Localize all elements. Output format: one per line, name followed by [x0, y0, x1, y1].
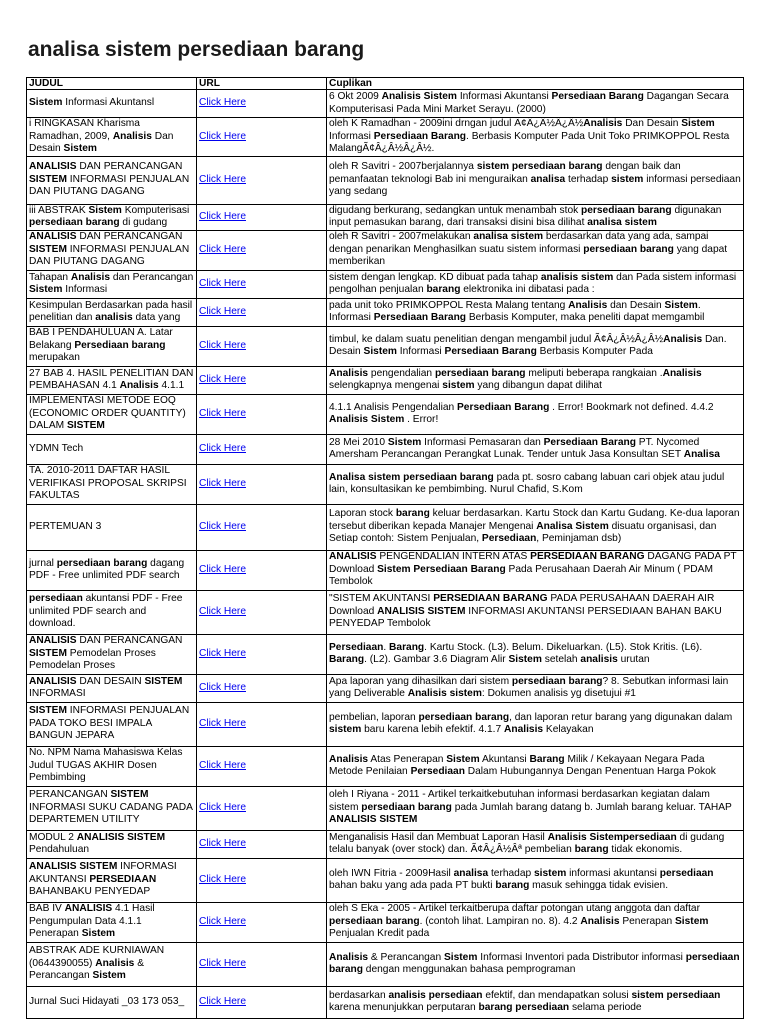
cuplikan-cell: oleh R Savitri - 2007melakukan analisa sistem berdasarkan data yang ada, sampai dengan penarikan Menghasilkan suatu sistem informasi persediaan barang yang dapat memberikan [327, 230, 744, 270]
judul-cell: ANALISIS DAN PERANCANGAN SISTEM INFORMASI PENJUALAN DAN PIUTANG DAGANG [27, 230, 197, 270]
judul-cell: ANALISIS DAN PERANCANGAN SISTEM Pemodelan Proses Pemodelan Proses [27, 634, 197, 674]
column-header-url: URL [197, 78, 327, 90]
url-cell [197, 204, 327, 230]
table-row [27, 902, 744, 942]
judul-cell: Tahapan Analisis dan Perancangan Sistem Informasi [27, 270, 197, 298]
url-cell [197, 746, 327, 786]
url-cell [197, 464, 327, 504]
cuplikan-cell: Analisis pengendalian persediaan barang meliputi beberapa rangkaian .Analisis selengkapnya mengenai sistem yang dibangun dapat dilihat [327, 366, 744, 394]
click-here-link[interactable]: Click Here [199, 210, 246, 222]
url-cell [197, 118, 327, 157]
click-here-link[interactable]: Click Here [199, 717, 246, 729]
cuplikan-cell: oleh S Eka - 2005 - Artikel terkaitberupa daftar potongan utang anggota dan daftar persediaan barang. (contoh lihat. Lampiran no. 8). 4.2 Analisis Penerapan Sistem Penjualan Kredit pada [327, 902, 744, 942]
click-here-link[interactable]: Click Here [199, 173, 246, 185]
click-here-link[interactable]: Click Here [199, 520, 246, 532]
judul-cell: PERTEMUAN 3 [27, 504, 197, 550]
click-here-link[interactable]: Click Here [199, 681, 246, 693]
page-title: analisa sistem persediaan barang [28, 38, 365, 61]
cuplikan-cell: pada unit toko PRIMKOPPOL Resta Malang tentang Analisis dan Desain Sistem. Informasi Persediaan Barang Berbasis Komputer, maka peneliti dapat memgambil [327, 298, 744, 326]
url-cell [197, 90, 327, 118]
url-cell [197, 326, 327, 366]
url-cell [197, 366, 327, 394]
click-here-link[interactable]: Click Here [199, 837, 246, 849]
click-here-link[interactable]: Click Here [199, 995, 246, 1007]
table-row [27, 326, 744, 366]
cuplikan-cell: 28 Mei 2010 Sistem Informasi Pemasaran dan Persediaan Barang PT. Nycomed Amersham Perancangan Perangkat Lunak. Tender untuk Jasa Konsultan SET Analisa [327, 434, 744, 464]
click-here-link[interactable]: Click Here [199, 957, 246, 969]
table-row [27, 674, 744, 702]
url-cell [197, 298, 327, 326]
click-here-link[interactable]: Click Here [199, 915, 246, 927]
table-row [27, 394, 744, 434]
click-here-link[interactable]: Click Here [199, 339, 246, 351]
url-cell [197, 634, 327, 674]
click-here-link[interactable]: Click Here [199, 647, 246, 659]
url-cell [197, 858, 327, 902]
click-here-link[interactable]: Click Here [199, 759, 246, 771]
cuplikan-cell: Laporan stock barang keluar berdasarkan. Kartu Stock dan Kartu Gudang. Ke-dua laporan tersebut diberikan kepada Manajer Mengenai Analisa Sistem disuatu organisasi, dan Setiap contoh: Sistem Penjualan, Persediaan, Peminjaman dsb) [327, 504, 744, 550]
table-row [27, 590, 744, 634]
judul-cell: jurnal persediaan barang dagang PDF - Free unlimited PDF search [27, 550, 197, 590]
cuplikan-cell: "SISTEM AKUNTANSI PERSEDIAAN BARANG PADA PERUSAHAAN DAERAH AIR Download ANALISIS SISTEM INFORMASI AKUNTANSI PERSEDIAAN BAHAN BAKU PENYEDAP Tembolok [327, 590, 744, 634]
judul-cell: SISTEM INFORMASI PENJUALAN PADA TOKO BESI IMPALA BANGUN JEPARA [27, 702, 197, 746]
url-cell [197, 550, 327, 590]
judul-cell: No. NPM Nama Mahasiswa Kelas Judul TUGAS AKHIR Dosen Pembimbing [27, 746, 197, 786]
cuplikan-cell: Persediaan. Barang. Kartu Stock. (L3). Belum. Dikeluarkan. (L5). Stok Kritis. (L6). Barang. (L2). Gambar 3.6 Diagram Alir Sistem setelah analisis urutan [327, 634, 744, 674]
judul-cell: ANALISIS DAN PERANCANGAN SISTEM INFORMASI PENJUALAN DAN PIUTANG DAGANG [27, 156, 197, 204]
url-cell [197, 674, 327, 702]
judul-cell: ANALISIS SISTEM INFORMASI AKUNTANSI PERSEDIAAN BAHANBAKU PENYEDAP [27, 858, 197, 902]
table-row [27, 830, 744, 858]
table-row [27, 702, 744, 746]
cuplikan-cell: 6 Okt 2009 Analisis Sistem Informasi Akuntansi Persediaan Barang Dagangan Secara Komputerisasi Pada Mini Market Serayu. (2000) [327, 90, 744, 118]
cuplikan-cell: oleh IWN Fitria - 2009Hasil analisa terhadap sistem informasi akuntansi persediaan bahan baku yang ada pada PT bukti barang masuk sehingga tidak evisien. [327, 858, 744, 902]
click-here-link[interactable]: Click Here [199, 97, 246, 109]
table-row [27, 230, 744, 270]
cuplikan-cell: pembelian, laporan persediaan barang, dan laporan retur barang yang digunakan dalam sistem baru karena lebih efektif. 4.1.7 Analisis Kelayakan [327, 702, 744, 746]
table-row [27, 204, 744, 230]
judul-cell: i RINGKASAN Kharisma Ramadhan, 2009, Analisis Dan Desain Sistem [27, 118, 197, 157]
click-here-link[interactable]: Click Here [199, 801, 246, 813]
click-here-link[interactable]: Click Here [199, 130, 246, 142]
click-here-link[interactable]: Click Here [199, 563, 246, 575]
table-row [27, 942, 744, 986]
results-body [27, 90, 744, 1019]
table-row [27, 156, 744, 204]
cuplikan-cell: timbul, ke dalam suatu penelitian dengan mengambil judul Ã¢Â¿Â½Â¿Â½Analisis Dan. Desain Sistem Informasi Persediaan Barang Berbasis Komputer Pada [327, 326, 744, 366]
judul-cell: persediaan akuntansi PDF - Free unlimited PDF search and download. [27, 590, 197, 634]
results-table [26, 77, 744, 1019]
cuplikan-cell: Apa laporan yang dihasilkan dari sistem persediaan barang? 8. Sebutkan informasi lain yang Deliverable Analisis sistem: Dokumen analisis yg disetujui #1 [327, 674, 744, 702]
url-cell [197, 986, 327, 1018]
cuplikan-cell: digudang berkurang, sedangkan untuk menambah stok persediaan barang digunakan input pemasukan barang, dari transaksi disini bisa dilihat analisa sistem [327, 204, 744, 230]
judul-cell: 27 BAB 4. HASIL PENELITIAN DAN PEMBAHASAN 4.1 Analisis 4.1.1 [27, 366, 197, 394]
judul-cell: BAB IV ANALISIS 4.1 Hasil Pengumpulan Data 4.1.1 Penerapan Sistem [27, 902, 197, 942]
table-row [27, 270, 744, 298]
table-row [27, 746, 744, 786]
judul-cell: TA. 2010-2011 DAFTAR HASIL VERIFIKASI PROPOSAL SKRIPSI FAKULTAS [27, 464, 197, 504]
click-here-link[interactable]: Click Here [199, 277, 246, 289]
click-here-link[interactable]: Click Here [199, 305, 246, 317]
url-cell [197, 394, 327, 434]
click-here-link[interactable]: Click Here [199, 407, 246, 419]
cuplikan-cell: oleh K Ramadhan - 2009ini drngan judul Ã¢Â¿Â½Â¿Â½Analisis Dan Desain Sistem Informasi Persediaan Barang. Berbasis Komputer Pada Unit Toko PRIMKOPPOL Resta MalangÃ¢Â¿Â½Â¿Â½. [327, 118, 744, 157]
click-here-link[interactable]: Click Here [199, 873, 246, 885]
url-cell [197, 270, 327, 298]
table-row [27, 786, 744, 830]
table-row [27, 986, 744, 1018]
judul-cell: YDMN Tech [27, 434, 197, 464]
click-here-link[interactable]: Click Here [199, 243, 246, 255]
url-cell [197, 156, 327, 204]
cuplikan-cell: oleh R Savitri - 2007berjalannya sistem persediaan barang dengan baik dan pemanfaatan teknologi Bab ini menguraikan analisa terhadap sistem informasi persediaan yang sedang [327, 156, 744, 204]
column-header-cuplikan: Cuplikan [327, 78, 744, 90]
cuplikan-cell: Analisis & Perancangan Sistem Informasi Inventori pada Distributor informasi persediaan barang dengan menggunakan bahasa pemprograman [327, 942, 744, 986]
url-cell [197, 504, 327, 550]
url-cell [197, 942, 327, 986]
url-cell [197, 230, 327, 270]
judul-cell: Jurnal Suci Hidayati _03 173 053_ [27, 986, 197, 1018]
url-cell [197, 434, 327, 464]
url-cell [197, 702, 327, 746]
url-cell [197, 902, 327, 942]
url-cell [197, 830, 327, 858]
click-here-link[interactable]: Click Here [199, 477, 246, 489]
table-row [27, 90, 744, 118]
table-row [27, 366, 744, 394]
table-row [27, 464, 744, 504]
cuplikan-cell: berdasarkan analisis persediaan efektif, dan mendapatkan solusi sistem persediaan karena menunjukkan perputaran barang persediaan selama periode [327, 986, 744, 1018]
cuplikan-cell: Analisa sistem persediaan barang pada pt. sosro cabang labuan cari objek atau judul lain, konsultasikan ke pembimbing. Nurul Chafid, S.Kom [327, 464, 744, 504]
judul-cell: MODUL 2 ANALISIS SISTEM Pendahuluan [27, 830, 197, 858]
cuplikan-cell: ANALISIS PENGENDALIAN INTERN ATAS PERSEDIAAN BARANG DAGANG PADA PT Download Sistem Persediaan Barang Pada Perusahaan Daerah Air Minum ( PDAM Tembolok [327, 550, 744, 590]
click-here-link[interactable]: Click Here [199, 442, 246, 454]
table-row [27, 434, 744, 464]
judul-cell: ANALISIS DAN DESAIN SISTEM INFORMASI [27, 674, 197, 702]
url-cell [197, 786, 327, 830]
judul-cell: Sistem Informasi Akuntansl [27, 90, 197, 118]
judul-cell: ABSTRAK ADE KURNIAWAN (0644390055) Analisis & Perancangan Sistem [27, 942, 197, 986]
judul-cell: iii ABSTRAK Sistem Komputerisasi persediaan barang di gudang [27, 204, 197, 230]
table-row [27, 858, 744, 902]
click-here-link[interactable]: Click Here [199, 605, 246, 617]
click-here-link[interactable]: Click Here [199, 373, 246, 385]
table-row [27, 504, 744, 550]
url-cell [197, 590, 327, 634]
table-header-row [27, 78, 744, 90]
table-row [27, 634, 744, 674]
table-row [27, 118, 744, 157]
cuplikan-cell: 4.1.1 Analisis Pengendalian Persediaan Barang . Error! Bookmark not defined. 4.4.2 Analisis Sistem . Error! [327, 394, 744, 434]
judul-cell: Kesimpulan Berdasarkan pada hasil penelitian dan analisis data yang [27, 298, 197, 326]
column-header-judul: JUDUL [27, 78, 197, 90]
cuplikan-cell: oleh I Riyana - 2011 - Artikel terkaitkebutuhan informasi berdasarkan kegiatan dalam sistem persediaan barang pada Jumlah barang datang b. Jumlah barang keluar. TAHAP ANALISIS SISTEM [327, 786, 744, 830]
judul-cell: IMPLEMENTASI METODE EOQ (ECONOMIC ORDER QUANTITY) DALAM SISTEM [27, 394, 197, 434]
table-row [27, 550, 744, 590]
judul-cell: PERANCANGAN SISTEM INFORMASI SUKU CADANG PADA DEPARTEMEN UTILITY [27, 786, 197, 830]
cuplikan-cell: Menganalisis Hasil dan Membuat Laporan Hasil Analisis Sistempersediaan di gudang telalu banyak (over stock) dan. Ã¢Â¿Â½Âª pembelian barang tidak ekonomis. [327, 830, 744, 858]
cuplikan-cell: sistem dengan lengkap. KD dibuat pada tahap analisis sistem dan Pada sistem informasi pengolhan penjualan barang elektronika ini dibatasi pada : [327, 270, 744, 298]
cuplikan-cell: Analisis Atas Penerapan Sistem Akuntansi Barang Milik / Kekayaan Negara Pada Metode Penilaian Persediaan Dalam Hubungannya Dengan Penentuan Harga Pokok [327, 746, 744, 786]
judul-cell: BAB I PENDAHULUAN A. Latar Belakang Persediaan barang merupakan [27, 326, 197, 366]
table-row [27, 298, 744, 326]
